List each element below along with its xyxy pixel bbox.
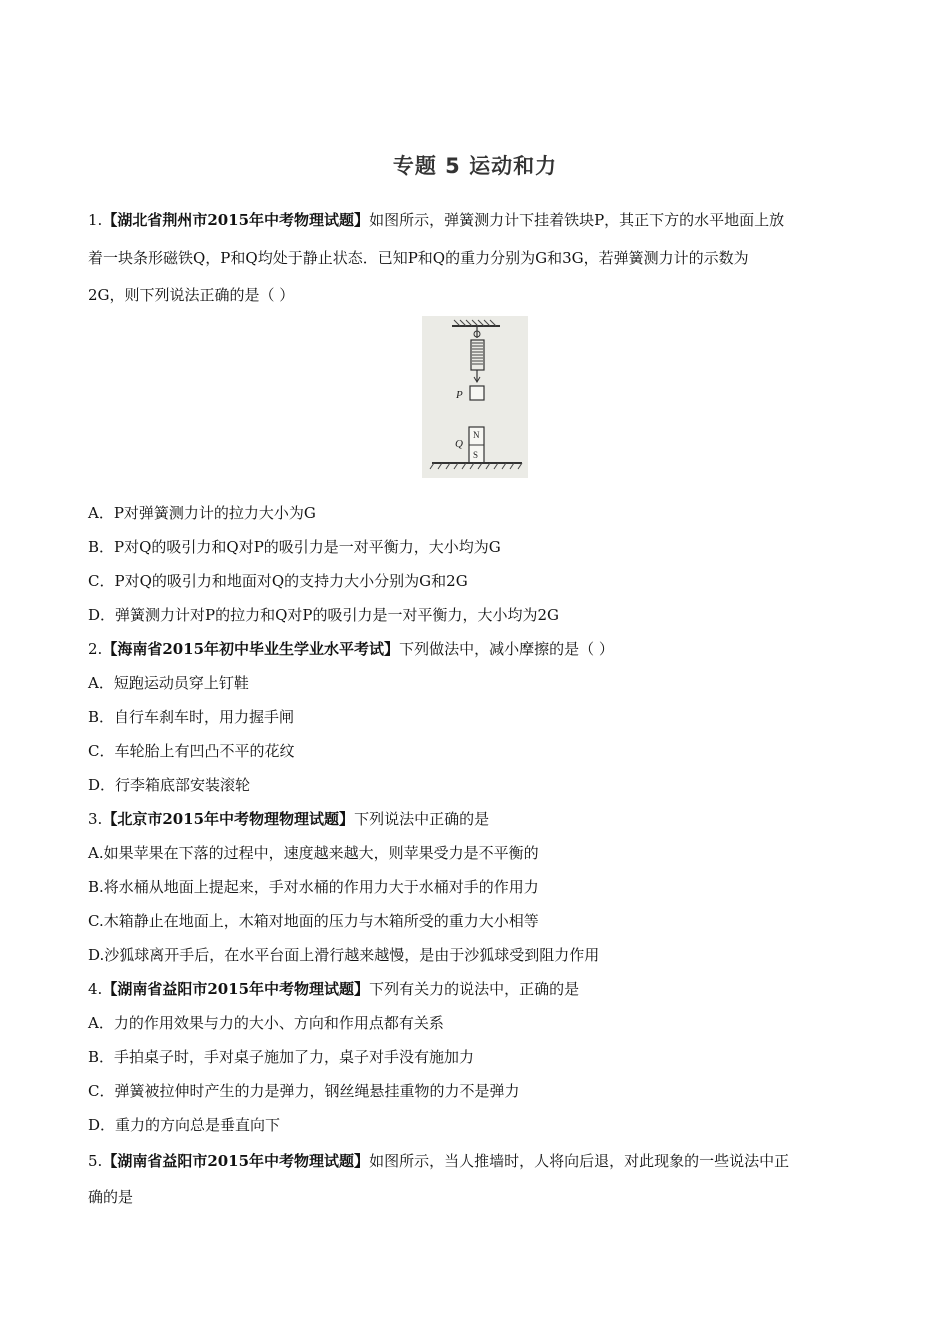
- q2-option-c: C．车轮胎上有凹凸不平的花纹: [88, 742, 295, 760]
- q4-number: 4.: [88, 980, 103, 998]
- q4-option-d: D．重力的方向总是垂直向下: [88, 1116, 281, 1134]
- q5-number: 5.: [88, 1152, 103, 1170]
- q3-option-b: B.将水桶从地面上提起来，手对水桶的作用力大于水桶对手的作用力: [88, 878, 539, 896]
- q3-source: 【北京市2015年中考物理物理试题】: [102, 810, 355, 828]
- q2-option-b: B．自行车刹车时，用力握手闸: [88, 708, 295, 726]
- q4-option-b: B．手拍桌子时，手对桌子施加了力，桌子对手没有施加力: [88, 1048, 475, 1066]
- q4-source: 【湖南省益阳市2015年中考物理试题】: [102, 980, 370, 998]
- q1-number: 1.: [88, 211, 103, 229]
- q5-source: 【湖南省益阳市2015年中考物理试题】: [102, 1152, 370, 1170]
- q2-stem-text: 下列做法中，减小摩擦的是（ ）: [399, 640, 614, 658]
- q1-option-c: C．P对Q的吸引力和地面对Q的支持力大小分别为G和2G: [88, 572, 468, 590]
- q2-number: 2.: [88, 640, 103, 658]
- q1-source: 【湖北省荆州市2015年中考物理试题】: [102, 211, 370, 229]
- q4-option-c: C．弹簧被拉伸时产生的力是弹力，钢丝绳悬挂重物的力不是弹力: [88, 1082, 520, 1100]
- q2-option-a: A．短跑运动员穿上钉鞋: [88, 674, 249, 692]
- q3-option-c: C.木箱静止在地面上，木箱对地面的压力与木箱所受的重力大小相等: [88, 912, 539, 930]
- label-q: Q: [455, 438, 463, 450]
- q1-option-a: A．P对弹簧测力计的拉力大小为G: [88, 504, 316, 522]
- q2-source: 【海南省2015年初中毕业生学业水平考试】: [102, 640, 400, 658]
- q1-option-b: B．P对Q的吸引力和Q对P的吸引力是一对平衡力，大小均为G: [88, 538, 501, 556]
- q5-stem-line1: [88, 1151, 789, 1171]
- q3-number: 3.: [88, 810, 103, 828]
- q1-stem-line2: 着一块条形磁铁Q，P和Q均处于静止状态．已知P和Q的重力分别为G和3G，若弹簧测力计的示数为: [88, 249, 749, 267]
- q3-stem: [88, 809, 489, 829]
- label-s: S: [473, 450, 479, 460]
- page-title: 专题 5 运动和力: [392, 154, 558, 178]
- q4-stem-text: 下列有关力的说法中，正确的是: [369, 980, 580, 998]
- iron-block-p: [470, 386, 484, 400]
- q3-option-d: D.沙狐球离开手后，在水平台面上滑行越来越慢，是由于沙狐球受到阻力作用: [88, 946, 600, 964]
- q3-stem-text: 下列说法中正确的是: [354, 810, 490, 828]
- q1-stem-line3: 2G，则下列说法正确的是（ ）: [88, 286, 295, 304]
- q1-option-d: D．弹簧测力计对P的拉力和Q对P的吸引力是一对平衡力，大小均为2G: [88, 606, 560, 624]
- label-n: N: [473, 430, 480, 440]
- q4-option-a: A．力的作用效果与力的大小、方向和作用点都有关系: [88, 1014, 444, 1032]
- q1-stem-text: 如图所示，弹簧测力计下挂着铁块P，其正下方的水平地面上放: [369, 211, 785, 229]
- label-p: P: [456, 389, 463, 401]
- q3-option-a: A.如果苹果在下落的过程中，速度越来越大，则苹果受力是不平衡的: [88, 844, 539, 862]
- q1-stem-line1: [88, 210, 784, 230]
- q4-stem: [88, 979, 579, 999]
- spring-scale-magnet-figure: [422, 316, 528, 478]
- q5-stem-line2: 确的是: [88, 1188, 134, 1206]
- q5-stem-text: 如图所示，当人推墙时，人将向后退，对此现象的一些说法中正: [369, 1152, 790, 1170]
- q2-stem: [88, 639, 614, 659]
- q2-option-d: D．行李箱底部安装滚轮: [88, 776, 251, 794]
